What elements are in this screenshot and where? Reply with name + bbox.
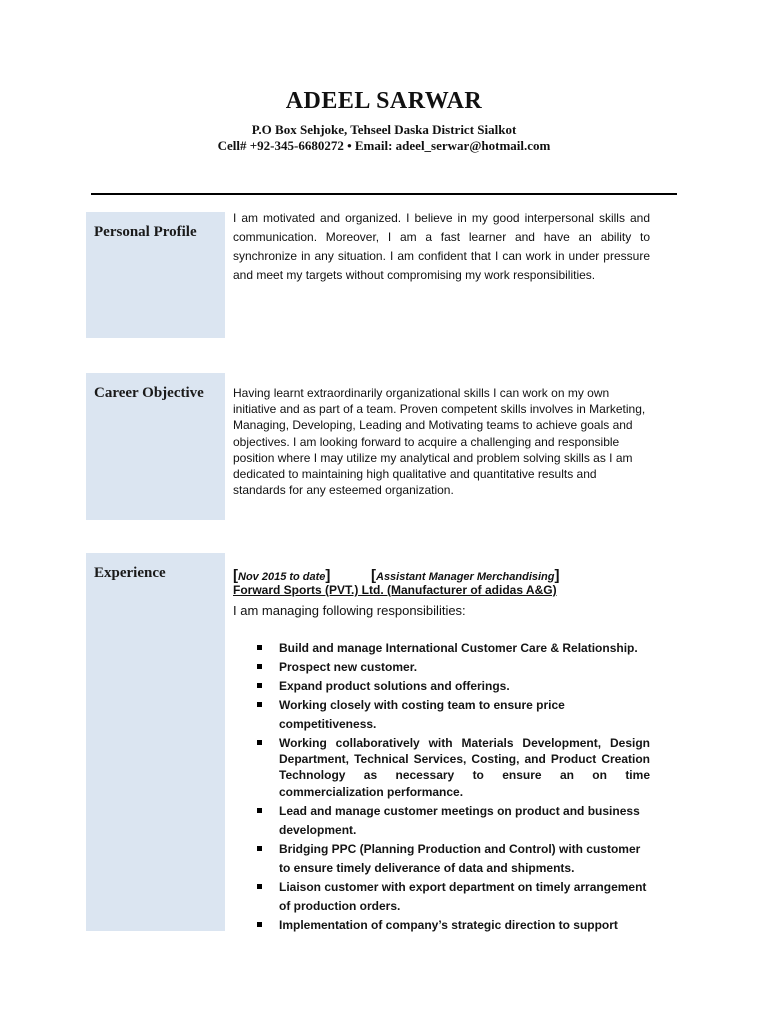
list-item: Working closely with costing team to ensure price competitiveness. — [253, 696, 650, 734]
list-item: Bridging PPC (Planning Production and Control) with customer to ensure timely deliverance of data and shipments. — [253, 840, 650, 878]
objective-label-box — [86, 373, 225, 520]
candidate-name: ADEEL SARWAR — [285, 88, 483, 114]
list-item: Lead and manage customer meetings on product and business development. — [253, 802, 650, 840]
profile-text: I am motivated and organized. I believe in my good interpersonal skills and communication. Moreover, I am a fast learner and have an ability to synchronize in any situation. I am confident that I can work in under pressure and meet my targets without compromising my work responsibilities. — [233, 211, 650, 282]
profile-label-box — [86, 212, 225, 338]
objective-label: Career Objective — [94, 385, 204, 401]
header-divider — [91, 193, 677, 195]
bullet-square-icon — [257, 846, 262, 851]
list-item: Implementation of company’s strategic direction to support — [253, 916, 650, 935]
list-item: Expand product solutions and offerings. — [253, 677, 650, 696]
list-item: Prospect new customer. — [253, 658, 650, 677]
bullet-square-icon — [257, 664, 262, 669]
responsibility-list — [253, 639, 650, 935]
bullet-square-icon — [257, 922, 262, 927]
profile-label: Personal Profile — [94, 224, 197, 240]
bullet-square-icon — [257, 740, 262, 745]
experience-company: Forward Sports (PVT.) Ltd. (Manufacturer of adidas A&G) — [233, 583, 557, 597]
experience-role: Assistant Manager Merchandising — [376, 571, 555, 583]
list-item: Liaison customer with export department on timely arrangement of production orders. — [253, 878, 650, 916]
experience-label-box — [86, 553, 225, 931]
experience-label: Experience — [94, 565, 166, 581]
experience-heading — [233, 567, 650, 584]
contact-line: Cell# +92-345-6680272 • Email: adeel_serwar@hotmail.com — [217, 138, 551, 153]
role-field: [Assistant Manager Merchandising] — [371, 567, 560, 584]
experience-period: Nov 2015 to date — [238, 571, 326, 583]
bullet-square-icon — [257, 683, 262, 688]
list-item: Build and manage International Customer Care & Relationship. — [253, 639, 650, 658]
objective-text: Having learnt extraordinarily organizational skills I can work on my own initiative and as part of a team. Proven competent skills involves in Marketing, Managing, Developing, Leading and Motivating teams to achieve goals and objectives. I am looking forward to acquire a challenging and responsible position where I may utilize my analytical and problem solving skills as I am dedicated to maintaining high qualitative and quantitative results and standards for any esteemed organization. — [233, 386, 646, 498]
period-field: [Nov 2015 to date] — [233, 567, 331, 584]
address-line: P.O Box Sehjoke, Tehseel Daska District Sialkot — [251, 122, 517, 137]
experience-intro: I am managing following responsibilities: — [233, 603, 466, 618]
bullet-square-icon — [257, 808, 262, 813]
bullet-square-icon — [257, 884, 262, 889]
bullet-square-icon — [257, 702, 262, 707]
bullet-square-icon — [257, 645, 262, 650]
list-item: Working collaboratively with Materials Development, Design Department, Technical Services, Costing, and Product Creation Technology as necessary to ensure an on time commercialization performance. — [253, 735, 650, 800]
